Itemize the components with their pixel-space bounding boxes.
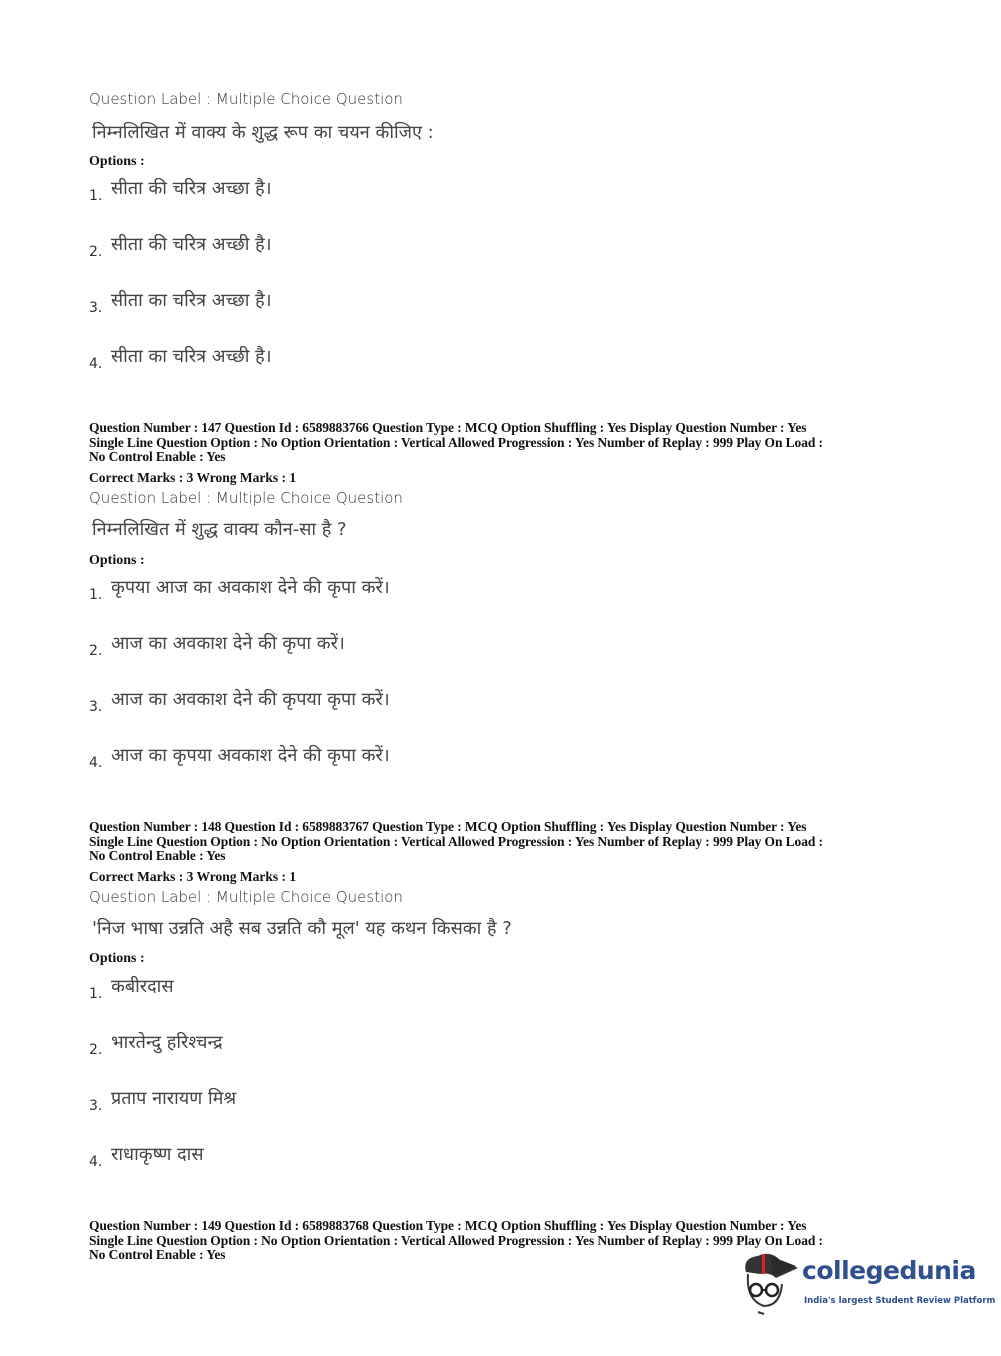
meta-line: Single Line Question Option : No Option Orientation : Vertical Allowed Progression : Yes Number of Replay : 999 Play On Load : <box>89 434 823 450</box>
option-number: 3. <box>89 699 103 715</box>
question-label: Question Label : Multiple Choice Question <box>89 888 403 906</box>
meta-line: Question Number : 148 Question Id : 6589883767 Question Type : MCQ Option Shuffling : Yes Display Question Number : Yes <box>89 819 807 834</box>
option-number: 4. <box>89 755 103 771</box>
question-text: 'निज भाषा उन्नति अहै सब उन्नति कौ मूल' यह कथन किसका है ? <box>92 918 512 939</box>
option-number: 3. <box>89 1098 103 1114</box>
logo-tagline: India's largest Student Review Platform <box>804 1296 996 1306</box>
option-text: कृपया आज का अवकाश देने की कृपा करें। <box>111 577 390 598</box>
option-number: 4. <box>89 356 103 372</box>
meta-line: No Control Enable : Yes <box>89 1247 226 1262</box>
option-text: आज का अवकाश देने की कृपा करें। <box>111 633 345 654</box>
mascot-icon <box>740 1250 802 1320</box>
option-text: सीता का चरित्र अच्छी है। <box>111 346 272 367</box>
option-text: प्रताप नारायण मिश्र <box>111 1088 237 1109</box>
meta-line: No Control Enable : Yes <box>89 848 226 863</box>
option-text: भारतेन्दु हरिश्चन्द्र <box>111 1032 223 1053</box>
question-148-block <box>89 819 919 1170</box>
option-text: कबीरदास <box>111 976 174 997</box>
option-text: राधाकृष्ण दास <box>111 1144 204 1165</box>
question-label: Question Label : Multiple Choice Question <box>89 90 403 108</box>
option-text: सीता की चरित्र अच्छी है। <box>111 234 272 255</box>
logo-wordmark: collegedunia <box>802 1256 976 1285</box>
option-number: 3. <box>89 300 103 316</box>
option-text: सीता का चरित्र अच्छा है। <box>111 290 272 311</box>
question-label: Question Label : Multiple Choice Question <box>89 489 403 507</box>
collegedunia-logo <box>740 1250 996 1320</box>
options-heading: Options : <box>89 951 145 966</box>
option-number: 1. <box>89 188 103 204</box>
question-text: निम्नलिखित में वाक्य के शुद्ध रूप का चयन कीजिए : <box>92 122 434 143</box>
marks: Correct Marks : 3 Wrong Marks : 1 <box>89 470 297 485</box>
option-number: 2. <box>89 643 103 659</box>
meta-line: Question Number : 149 Question Id : 6589883768 Question Type : MCQ Option Shuffling : Yes Display Question Number : Yes <box>89 1218 807 1233</box>
options-heading: Options : <box>89 154 145 169</box>
option-text: सीता की चरित्र अच्छा है। <box>111 178 272 199</box>
option-number: 2. <box>89 1042 103 1058</box>
meta-line: Single Line Question Option : No Option Orientation : Vertical Allowed Progression : Yes Number of Replay : 999 Play On Load : <box>89 1232 823 1248</box>
option-number: 4. <box>89 1154 103 1170</box>
option-number: 1. <box>89 986 103 1002</box>
option-number: 1. <box>89 587 103 603</box>
question-meta <box>89 421 919 465</box>
meta-line: No Control Enable : Yes <box>89 449 226 464</box>
options-heading: Options : <box>89 553 145 568</box>
meta-line: Single Line Question Option : No Option Orientation : Vertical Allowed Progression : Yes Number of Replay : 999 Play On Load : <box>89 833 823 849</box>
option-text: आज का अवकाश देने की कृपया कृपा करें। <box>111 689 390 710</box>
option-text: आज का कृपया अवकाश देने की कृपा करें। <box>111 745 390 766</box>
question-meta <box>89 820 919 864</box>
meta-line: Question Number : 147 Question Id : 6589883766 Question Type : MCQ Option Shuffling : Yes Display Question Number : Yes <box>89 420 807 435</box>
question-147-block <box>89 420 919 771</box>
question-text: निम्नलिखित में शुद्ध वाक्य कौन-सा है ? <box>92 519 347 540</box>
option-number: 2. <box>89 244 103 260</box>
marks: Correct Marks : 3 Wrong Marks : 1 <box>89 869 297 884</box>
